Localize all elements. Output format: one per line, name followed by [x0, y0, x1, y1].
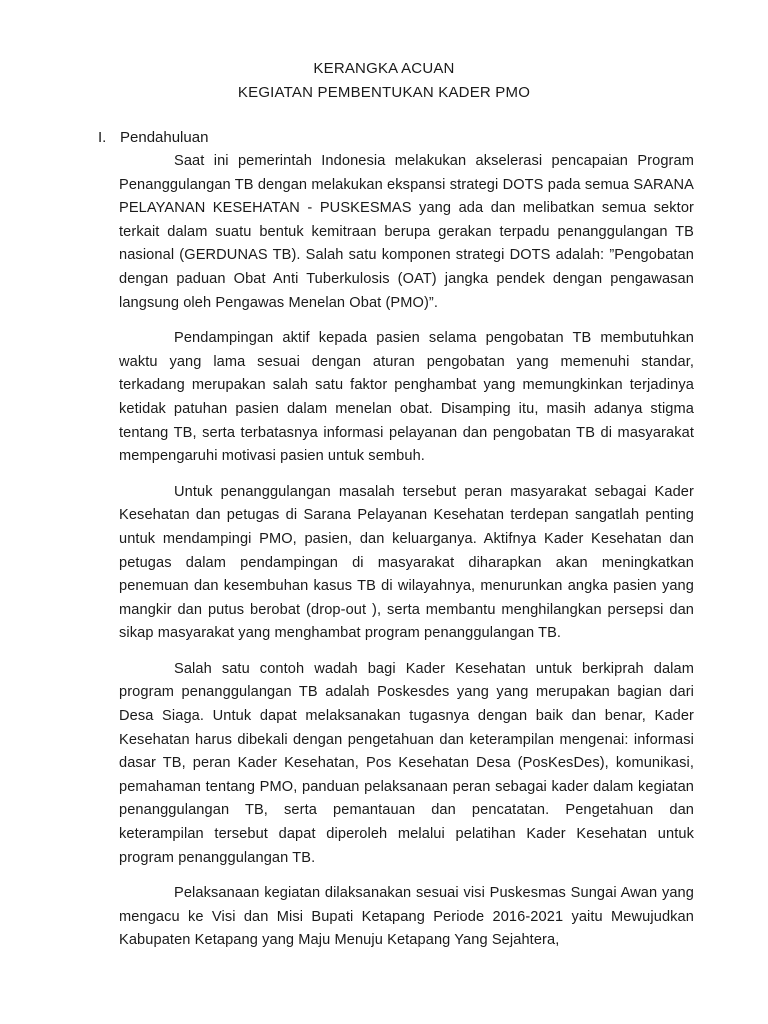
section-number: I.: [98, 129, 107, 146]
document-subtitle: KEGIATAN PEMBENTUKAN KADER PMO: [237, 84, 531, 101]
paragraph: Pendampingan aktif kepada pasien selama pengobatan TB membutuhkan waktu yang lama sesuai dengan aturan pengobatan yang memenuhi standar, terkadang merupakan salah satu faktor penghambat yang memungkinkan terjadinya ketidak patuhan pasien dalam menelan obat. Disamping itu, masih adanya stigma tentang TB, serta terbatasnya informasi pelayanan dan pengobatan TB di masyarakat mempengaruhi motivasi pasien untuk sembuh.: [119, 330, 694, 465]
paragraph: Untuk penanggulangan masalah tersebut peran masyarakat sebagai Kader Kesehatan dan petugas di Sarana Pelayanan Kesehatan terdepan sangatlah penting untuk mendampingi PMO, pasien, dan keluarganya. Aktifnya Kader Kesehatan dan petugas dalam pendampingan di masyarakat diharapkan akan meningkatkan penemuan dan kesembuhan kasus TB di wilayahnya, menurunkan angka pasien yang mangkir dan putus berobat (drop-out ), serta membantu menghilangkan persepsi dan sikap masyarakat yang menghambat program penanggulangan TB.: [119, 483, 694, 642]
paragraph: Pelaksanaan kegiatan dilaksanakan sesuai visi Puskesmas Sungai Awan yang mengacu ke Visi dan Misi Bupati Ketapang Periode 2016-2021 yaitu Mewujudkan Kabupaten Ketapang yang Maju Menuju Ketapang Yang Sejahtera,: [119, 885, 694, 949]
section-heading: [98, 129, 208, 146]
paragraph: Saat ini pemerintah Indonesia melakukan akselerasi pencapaian Program Penanggulangan TB dengan melakukan ekspansi strategi DOTS pada semua SARANA PELAYANAN KESEHATAN - PUSKESMAS yang ada dan melibatkan semua sektor terkait dalam suatu bentuk kemitraan berupa gerakan terpadu penanggulangan TB nasional (GERDUNAS TB). Salah satu komponen strategi DOTS adalah: ”Pengobatan dengan paduan Obat Anti Tuberkulosis (OAT) jangka pendek dengan pengawasan langsung oleh Pengawas Menelan Obat (PMO)”.: [119, 153, 694, 311]
paragraph: Salah satu contoh wadah bagi Kader Kesehatan untuk berkiprah dalam program penanggulangan TB adalah Poskesdes yang yang merupakan bagian dari Desa Siaga. Untuk dapat melaksanakan tugasnya dengan baik dan benar, Kader Kesehatan harus dibekali dengan pengetahuan dan keterampilan mengenai: informasi dasar TB, peran Kader Kesehatan, Pos Kesehatan Desa (PosKesDes), komunikasi, pemahaman tentang PMO, panduan pelaksanaan peran sebagai kader dalam kegiatan penanggulangan TB, serta pemantauan dan pencatatan. Pengetahuan dan keterampilan tersebut dapat diperoleh melalui pelatihan Kader Kesehatan untuk program penanggulangan TB.: [119, 660, 694, 866]
section-title: Pendahuluan: [120, 129, 209, 146]
document-title: KERANGKA ACUAN: [313, 60, 455, 77]
document-body: [119, 150, 694, 965]
